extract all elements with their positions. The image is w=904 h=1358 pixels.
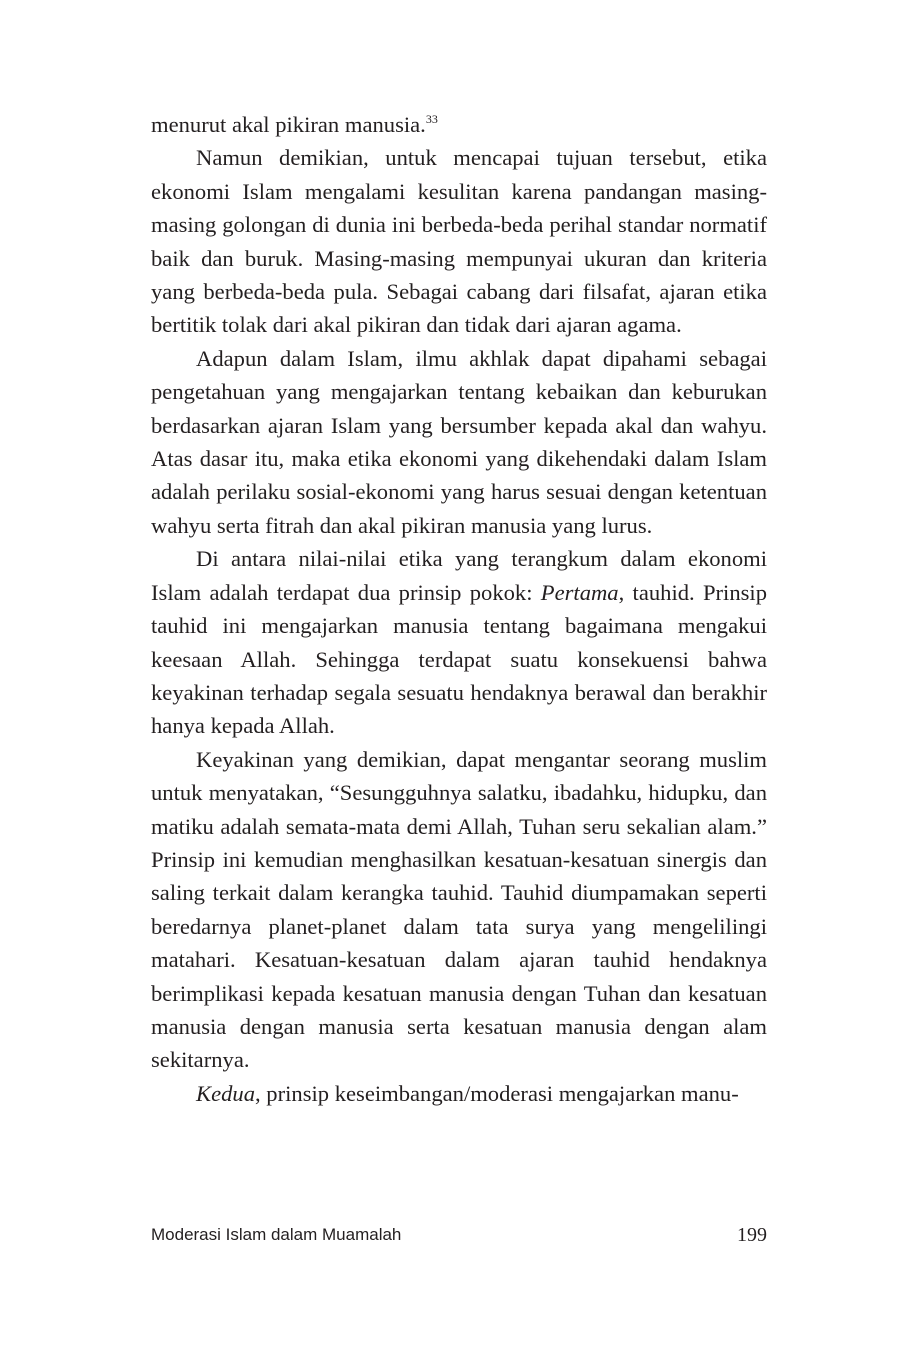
paragraph: Adapun dalam Islam, ilmu akhlak dapat dipahami sebagai pengetahuan yang mengajarkan tentang kebaikan dan keburukan berdasarkan ajaran Islam yang bersumber kepada akal dan wahyu. Atas dasar itu, maka etika ekonomi yang dikehendaki dalam Islam adalah perilaku sosial-ekonomi yang harus sesuai dengan ketentuan wahyu serta fitrah dan akal pikiran manusia yang lurus. [151,345,767,538]
paragraph-text: , tauhid. Prinsip tauhid ini mengajarkan manusia tentang bagaimana mengakui keesaan Allah. Sehingga terdapat suatu konsekuensi bahwa keyakinan terhadap segala sesuatu hendaknya berawal dan berakhir hanya kepada Allah. [151,579,767,739]
page-body [151,108,767,1110]
paragraph [151,1077,767,1110]
footnote-reference[interactable]: 33 [425,112,438,126]
emphasis-text: Kedua [196,1080,255,1106]
paragraph: Keyakinan yang demikian, dapat mengantar seorang muslim untuk menyatakan, “Sesungguhnya salatku, ibadahku, hidupku, dan matiku adalah semata-mata demi Allah, Tuhan seru sekalian alam.” Prinsip ini kemudian menghasilkan kesatuan-kesatuan sinergis dan saling terkait dalam kerangka tauhid. Tauhid diumpamakan seperti beredarnya planet-planet dalam tata surya yang mengelilingi matahari. Kesatuan-kesatuan dalam ajaran tauhid hendaknya berimplikasi kepada kesatuan manusia dengan Tuhan dan kesatuan manusia dengan manusia serta kesatuan manusia dengan alam sekitarnya. [151,746,767,1073]
paragraph-continuation [151,108,767,141]
page-number: 199 [737,1224,767,1246]
paragraph: Namun demikian, untuk mencapai tujuan tersebut, etika ekonomi Islam mengalami kesulitan karena pandangan masing-masing golongan di dunia ini berbeda-beda perihal standar normatif baik dan buruk. Masing-masing mempunyai ukuran dan kriteria yang berbeda-beda pula. Sebagai cabang dari filsafat, ajaran etika bertitik tolak dari akal pikiran dan tidak dari ajaran agama. [151,145,767,338]
emphasis-text: Pertama [540,579,619,605]
paragraph-text: menurut akal pikiran manusia. [151,112,426,137]
page-footer [151,1222,767,1248]
running-title: Moderasi Islam dalam Muamalah [151,1225,402,1244]
paragraph-text: Di antara nilai-nilai etika yang terangkum dalam ekonomi Islam adalah terdapat dua prinsip pokok: [151,546,767,605]
paragraph-text: , prinsip keseimbangan/moderasi mengajarkan manu- [255,1080,739,1106]
paragraph [151,542,767,742]
